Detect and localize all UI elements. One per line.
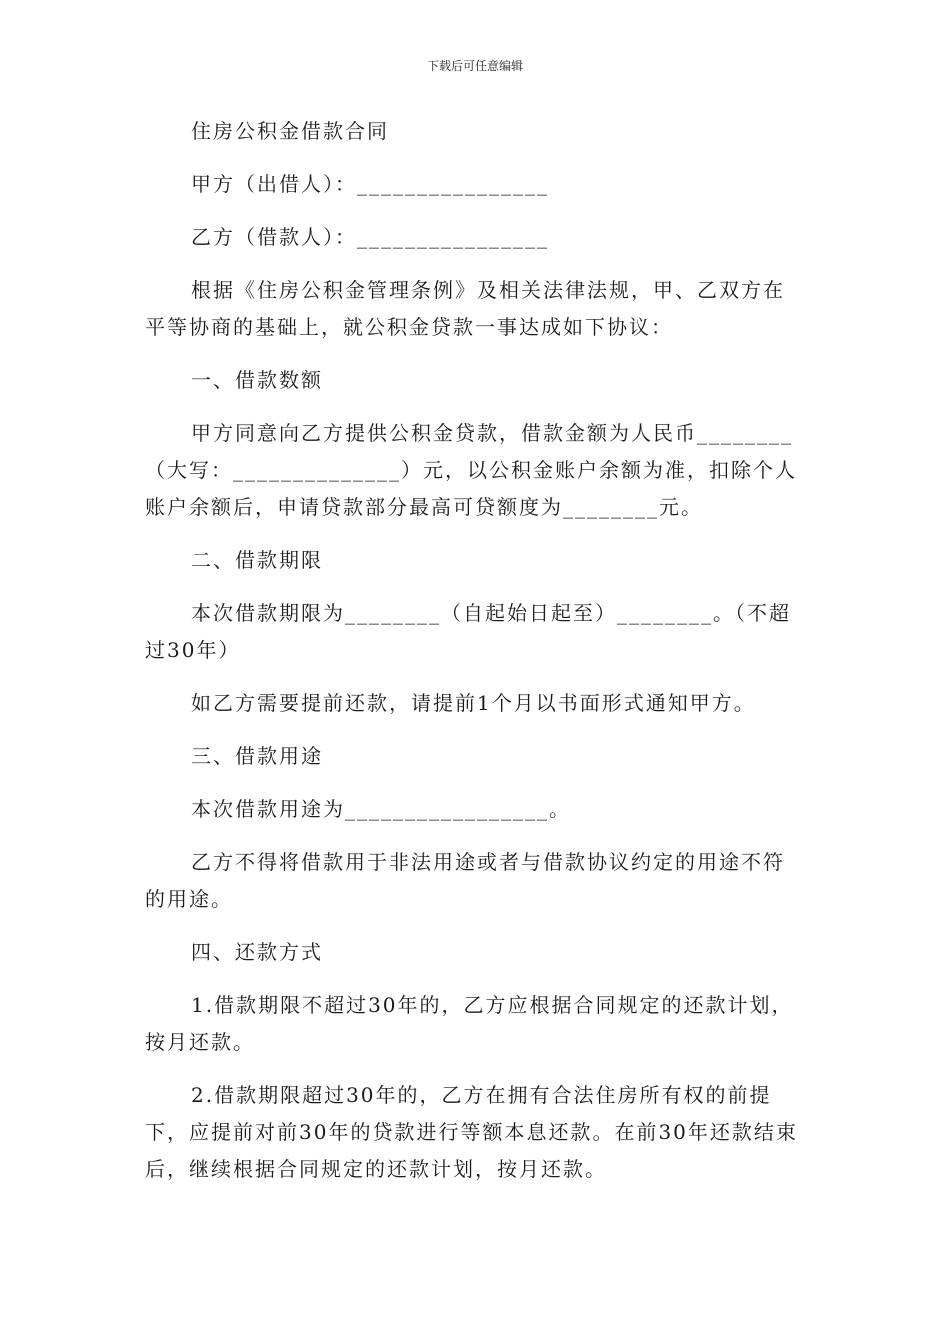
contract-body: [145, 113, 805, 1204]
party-b-line: 乙方（借款人）：________________: [191, 225, 549, 249]
repayment-item-2: 2.借款期限超过30年的，乙方在拥有合法住房所有权的前提下，应提前对前30年的贷款进行等额本息还款。在前30年还款结束后，继续根据合同规定的还款计划，按月还款。: [145, 1083, 798, 1181]
term-paragraph: 本次借款期限为________（自起始日起至）________。（不超过30年）: [145, 601, 791, 662]
party-a-line: 甲方（出借人）：________________: [191, 172, 549, 196]
early-repayment-paragraph: 如乙方需要提前还款，请提前1个月以书面形式通知甲方。: [191, 691, 756, 715]
repayment-item-1: 1.借款期限不超过30年的，乙方应根据合同规定的还款计划，按月还款。: [145, 993, 794, 1054]
page-header-note: 下载后可任意编辑: [426, 59, 523, 73]
section-heading-term: 二、借款期限: [191, 548, 323, 572]
amount-paragraph: 甲方同意向乙方提供公积金贷款，借款金额为人民币________（大写：______________）元，以公积金账户余额为准，扣除个人账户余额后，申请贷款部分最高可贷额度为________元。: [145, 421, 797, 519]
section-heading-amount: 一、借款数额: [191, 368, 323, 392]
section-heading-repayment: 四、还款方式: [191, 940, 323, 964]
contract-title: 住房公积金借款合同: [191, 119, 389, 143]
purpose-restriction-paragraph: 乙方不得将借款用于非法用途或者与借款协议约定的用途不符的用途。: [145, 850, 785, 911]
section-heading-purpose: 三、借款用途: [191, 744, 323, 768]
preamble-paragraph: 根据《住房公积金管理条例》及相关法律法规，甲、乙双方在平等协商的基础上，就公积金贷款一事达成如下协议：: [145, 278, 785, 339]
purpose-paragraph: 本次借款用途为_________________。: [191, 797, 571, 821]
